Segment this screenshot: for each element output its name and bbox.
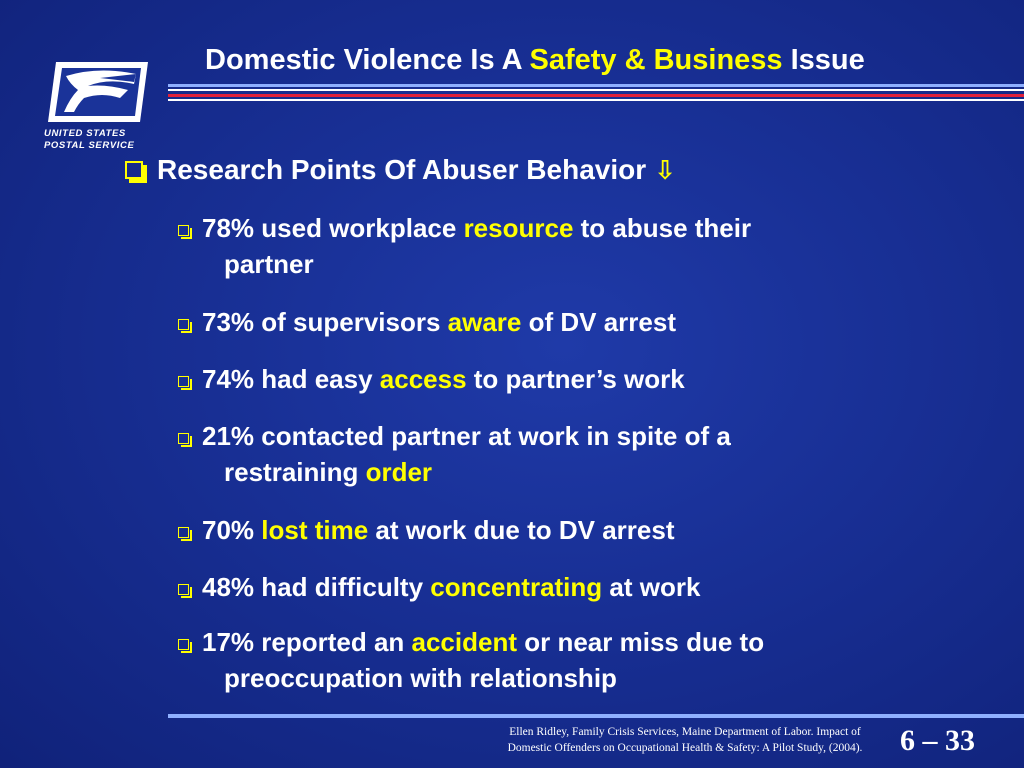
- citation-line1: Ellen Ridley, Family Crisis Services, Maine Department of Labor. Impact of: [509, 726, 861, 738]
- usps-wordmark: [44, 128, 154, 152]
- citation-line2: Domestic Offenders on Occupational Health & Safety: A Pilot Study, (2004).: [507, 742, 863, 754]
- point-continuation: restraining: [224, 457, 366, 487]
- list-item: [178, 512, 898, 548]
- point-highlight: aware: [447, 307, 522, 337]
- point-text: 78% used workplace: [202, 213, 464, 243]
- rule-white-2: [168, 99, 1024, 101]
- point-text: 70%: [202, 515, 262, 545]
- section-heading: [125, 154, 825, 186]
- list-item: [178, 624, 898, 696]
- title-part1: Domestic Violence Is A: [205, 44, 530, 76]
- point-text: 73% of supervisors: [202, 307, 448, 337]
- usps-wordmark-line2: POSTAL SERVICE: [44, 140, 135, 151]
- list-item: [178, 361, 898, 397]
- list-item: [178, 569, 898, 605]
- footer-rule: [168, 714, 1024, 718]
- rule-white-1: [168, 89, 1024, 91]
- point-text-after: of DV arrest: [521, 307, 676, 337]
- rule-light-1: [168, 84, 1024, 87]
- point-text-after: at work: [602, 572, 701, 602]
- point-text-after: to abuse their: [573, 213, 752, 243]
- down-arrow-icon: ⇩: [654, 156, 676, 186]
- section-heading-label: Research Points Of Abuser Behavior: [157, 154, 647, 185]
- title-highlight: Safety & Business: [529, 44, 783, 76]
- checkbox-bullet-icon: [178, 376, 189, 387]
- checkbox-bullet-icon: [178, 433, 189, 444]
- citation: [470, 724, 900, 756]
- point-text: 48% had difficulty: [202, 572, 431, 602]
- checkbox-bullet-icon: [178, 527, 189, 538]
- point-text: 74% had easy: [202, 364, 380, 394]
- usps-wordmark-line1: UNITED STATES: [44, 128, 126, 139]
- point-continuation-highlight: order: [365, 457, 433, 487]
- checkbox-bullet-icon: [178, 225, 189, 236]
- title-part2: Issue: [782, 44, 865, 76]
- list-item: [178, 304, 898, 340]
- checkbox-bullet-icon: [178, 584, 189, 595]
- point-highlight: lost time: [261, 515, 369, 545]
- point-highlight: accident: [411, 627, 518, 657]
- point-continuation: partner: [224, 249, 314, 279]
- point-text-after: or near miss due to: [517, 627, 765, 657]
- point-text-after: to partner’s work: [466, 364, 685, 394]
- checkbox-bullet-icon: [178, 319, 189, 330]
- rule-red: [168, 94, 1024, 97]
- point-highlight: resource: [463, 213, 574, 243]
- point-text-after: at work due to DV arrest: [368, 515, 675, 545]
- point-highlight: concentrating: [430, 572, 603, 602]
- page-title: [205, 44, 1005, 77]
- checkbox-bullet-icon: [178, 639, 189, 650]
- checkbox-bullet-icon: [125, 161, 143, 179]
- slide-number: 6 – 33: [900, 724, 975, 757]
- point-text: 17% reported an: [202, 627, 412, 657]
- usps-eagle-logo-icon: [48, 62, 148, 122]
- point-highlight: access: [379, 364, 467, 394]
- list-item: [178, 418, 898, 490]
- list-item: [178, 210, 898, 282]
- point-continuation: preoccupation with relationship: [224, 663, 617, 693]
- point-text: 21% contacted partner at work in spite of a: [202, 421, 731, 451]
